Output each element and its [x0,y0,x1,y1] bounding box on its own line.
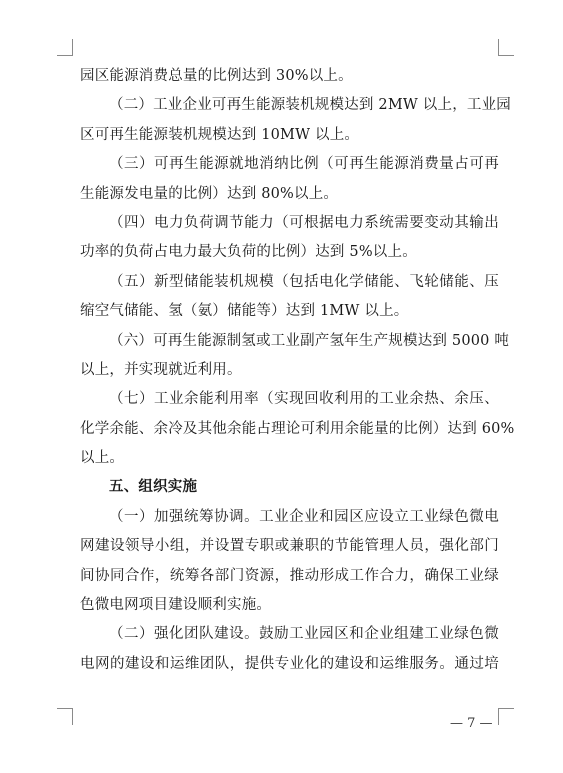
text-line: 以上，并实现就近利用。 [80,361,242,378]
text-line: （二）强化团队建设。鼓励工业园区和企业组建工业绿色微 [109,626,499,643]
text-line: 园区能源消费总量的比例达到 30%以上。 [80,68,353,84]
section-heading: 五、组织实施 [109,479,198,496]
text-line: 间协同合作，统筹各部门资源，推动形成工作合力，确保工业绿 [80,567,499,584]
crop-mark-top-right [498,39,514,56]
text-line: 以上。 [80,450,125,467]
text-line: 区可再生能源装机规模达到 10MW 以上。 [80,126,360,143]
crop-mark-bottom-left [57,708,73,725]
text-line: （四）电力负荷调节能力（可根据电力系统需要变动其输出 [109,214,499,231]
text-line: 缩空气储能、氢（氨）储能等）达到 1MW 以上。 [80,303,409,320]
text-line: 生能源发电量的比例）达到 80%以上。 [80,185,339,202]
text-line: （七）工业余能利用率（实现回收利用的工业余热、余压、 [109,391,499,408]
text-line: 网建设领导小组，并设置专职或兼职的节能管理人员，强化部门 [80,538,499,555]
text-line: （六）可再生能源制氢或工业副产氢年生产规模达到 5000 吨 [109,332,510,349]
page-number: — 7 — [450,716,493,731]
document-body [80,62,515,679]
text-line: 化学余能、余冷及其他余能占理论可利用余能量的比例）达到 60% [80,420,515,437]
text-line: 电网的建设和运维团队，提供专业化的建设和运维服务。通过培 [80,655,499,672]
crop-mark-bottom-right [498,708,514,725]
text-line: 功率的负荷占电力最大负荷的比例）达到 5%以上。 [80,244,417,261]
crop-mark-top-left [57,39,73,56]
text-line: （一）加强统筹协调。工业企业和园区应设立工业绿色微电 [109,508,499,525]
text-line: （三）可再生能源就地消纳比例（可再生能源消费量占可再 [109,156,499,173]
text-line: 色微电网项目建设顺利实施。 [80,597,272,614]
text-line: （五）新型储能装机规模（包括电化学储能、飞轮储能、压 [109,273,499,290]
text-line: （二）工业企业可再生能源装机规模达到 2MW 以上，工业园 [109,97,511,114]
